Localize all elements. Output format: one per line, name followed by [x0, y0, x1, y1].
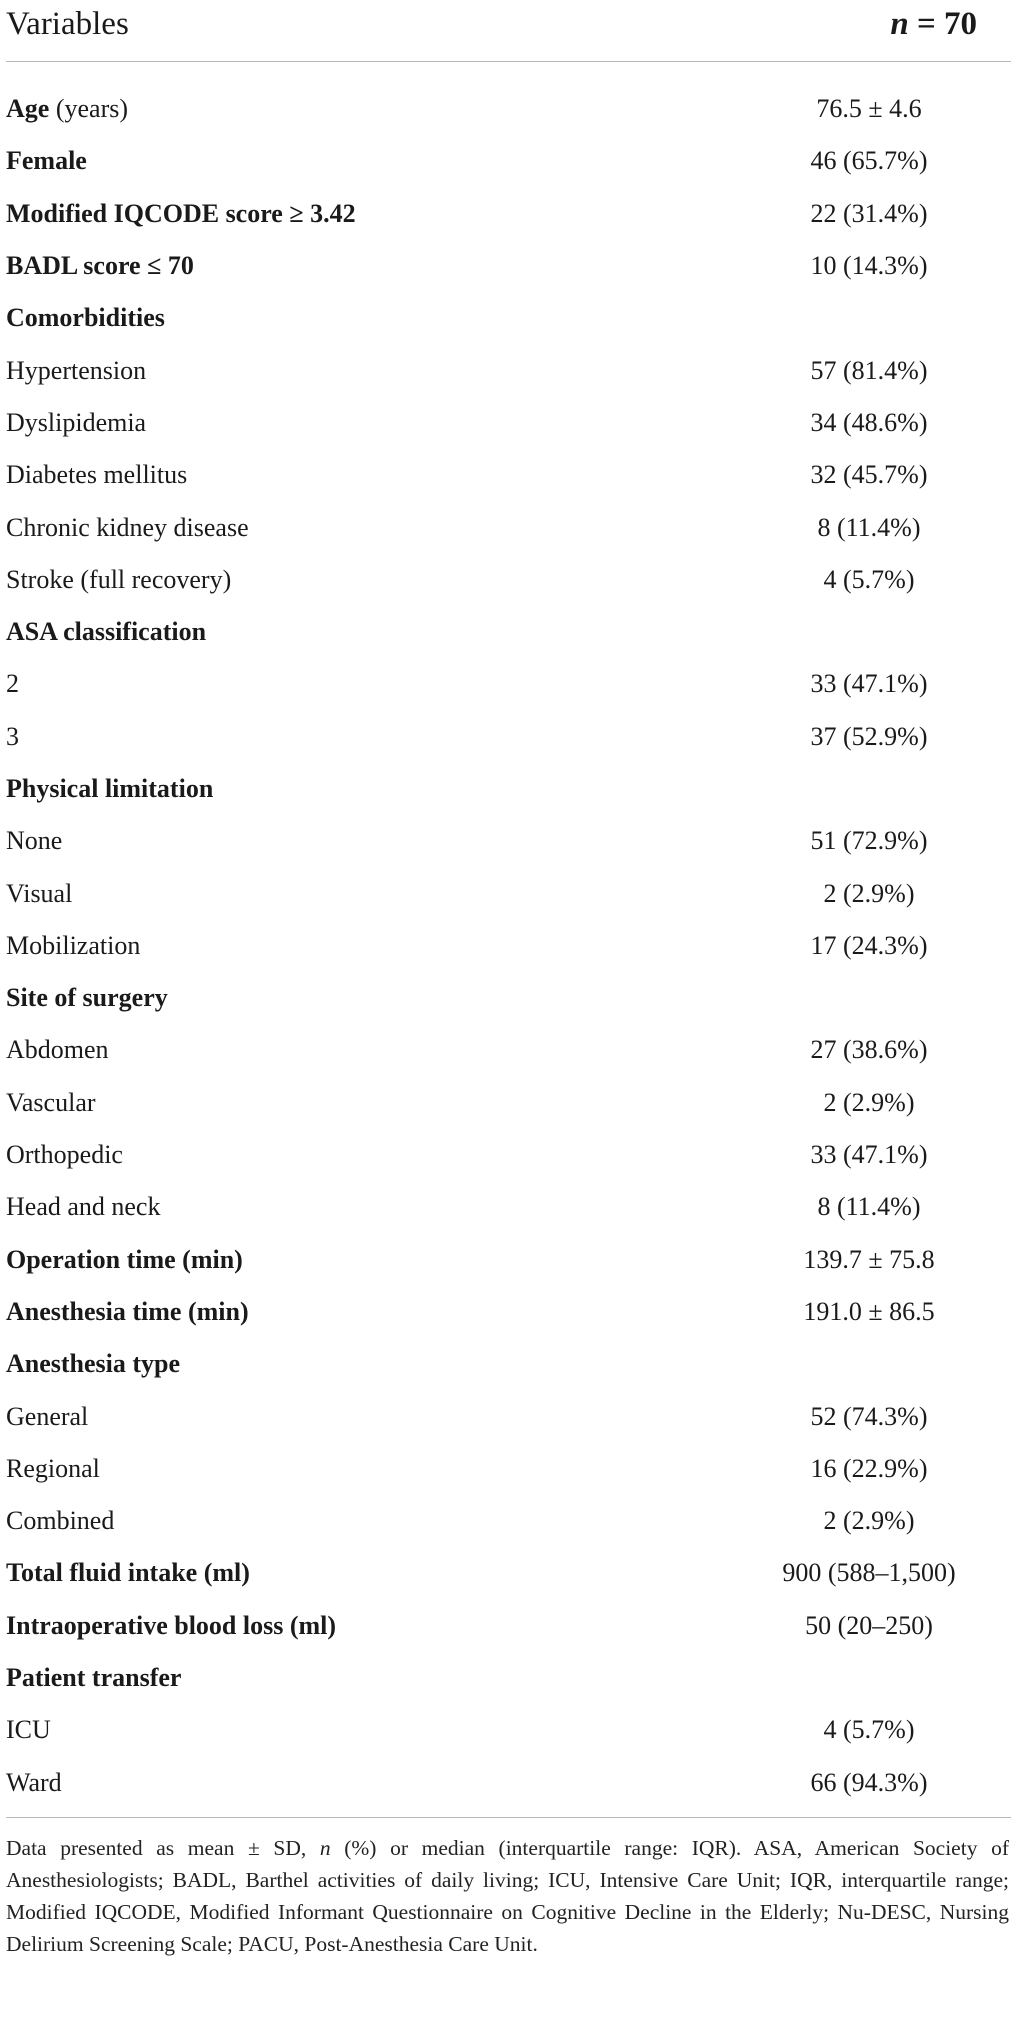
row-label-text: Comorbidities	[6, 303, 165, 333]
table-row	[6, 240, 1011, 292]
row-value: 8 (11.4%)	[817, 1192, 921, 1222]
row-label	[6, 1611, 336, 1641]
footnote-part1: Data presented as mean ± SD,	[6, 1835, 320, 1860]
table-row	[6, 188, 1011, 240]
row-label-text: ICU	[6, 1715, 51, 1745]
row-label	[6, 1297, 249, 1327]
row-label-text: Vascular	[6, 1087, 96, 1117]
row-value: 4 (5.7%)	[823, 564, 915, 594]
row-value: 22 (31.4%)	[810, 198, 928, 228]
row-label-text: Site of surgery	[6, 983, 168, 1013]
table-row	[6, 449, 1011, 501]
n-symbol: n	[890, 6, 909, 42]
row-label	[6, 1245, 243, 1275]
row-value: 52 (74.3%)	[810, 1401, 928, 1431]
row-label-text: Hypertension	[6, 355, 147, 385]
row-label-text: Dyslipidemia	[6, 407, 147, 437]
row-value: 191.0 ± 86.5	[803, 1296, 935, 1326]
row-value: 50 (20–250)	[805, 1610, 933, 1640]
row-label-text: Abdomen	[6, 1035, 109, 1065]
row-label	[6, 1558, 250, 1588]
table-row	[6, 1181, 1011, 1233]
row-value: 76.5 ± 4.6	[816, 94, 922, 124]
table-row	[6, 292, 1011, 344]
row-value: 4 (5.7%)	[823, 1715, 915, 1745]
row-label	[6, 565, 231, 595]
row-value: 46 (65.7%)	[810, 146, 928, 176]
row-label-text: Combined	[6, 1506, 115, 1536]
table-row	[6, 501, 1011, 553]
row-label-text: Orthopedic	[6, 1140, 123, 1170]
row-value: 33 (47.1%)	[810, 669, 928, 699]
row-label	[6, 460, 187, 490]
table-row	[6, 1757, 1011, 1809]
row-label	[6, 1506, 114, 1536]
row-label	[6, 303, 165, 333]
table-row	[6, 397, 1011, 449]
row-label-text: Physical limitation	[6, 774, 214, 803]
row-label	[6, 1035, 109, 1065]
table-row	[6, 554, 1011, 606]
footnote-part2: (%) or median (interquartile range: IQR). ASA, American Society of Anesthesiologists; BADL, Barthel activities of daily living; ICU, Intensive Care Unit; IQR, interquartile range; Modified IQCODE, Modified Informant Questionnaire on Cognitive Decline in the Elderly; Nu-DESC, Nursing Delirium Screening Scale; PACU, Post-Anesthesia Care Unit.	[6, 1835, 1009, 1956]
row-value: 57 (81.4%)	[810, 355, 928, 385]
table-row	[6, 1652, 1011, 1704]
row-label-text: Female	[6, 146, 87, 176]
row-label-text: Head and neck	[6, 1192, 161, 1222]
row-label	[6, 1454, 100, 1484]
row-value: 2 (2.9%)	[823, 878, 915, 908]
row-label	[6, 146, 87, 176]
row-label-unit: (years)	[49, 94, 129, 124]
row-value: 66 (94.3%)	[810, 1767, 928, 1797]
table-row	[6, 1129, 1011, 1181]
table-row	[6, 1600, 1011, 1652]
row-label-text: Anesthesia type	[6, 1349, 181, 1379]
row-label-text: Operation time (min)	[6, 1244, 243, 1274]
row-label	[6, 617, 206, 647]
row-label-text: Ward	[6, 1767, 62, 1797]
row-label	[6, 1192, 160, 1222]
table-row	[6, 1495, 1011, 1547]
row-label-text: Mobilization	[6, 930, 141, 960]
table-row	[6, 920, 1011, 972]
row-label-text: Age	[6, 94, 50, 124]
row-label-text: Anesthesia time (min)	[6, 1296, 249, 1326]
row-value: 2 (2.9%)	[823, 1087, 915, 1117]
row-label	[6, 1140, 123, 1170]
row-label-text: Visual	[6, 878, 73, 908]
row-value: 139.7 ± 75.8	[803, 1244, 935, 1274]
row-label-text: 2	[6, 669, 19, 699]
table-header	[6, 0, 1011, 62]
n-count: = 70	[908, 6, 977, 42]
row-value: 8 (11.4%)	[817, 512, 921, 542]
row-label	[6, 722, 19, 752]
table-row	[6, 606, 1011, 658]
row-label-text: Chronic kidney disease	[6, 512, 249, 542]
table-row	[6, 1024, 1011, 1076]
table-row	[6, 1443, 1011, 1495]
row-value: 2 (2.9%)	[823, 1506, 915, 1536]
row-label-text: Intraoperative blood loss (ml)	[6, 1610, 337, 1640]
row-value: 17 (24.3%)	[810, 930, 928, 960]
table-body	[6, 62, 1011, 1809]
table-row	[6, 763, 1011, 815]
row-label	[6, 1663, 181, 1693]
table-row	[6, 658, 1011, 710]
table-row	[6, 1338, 1011, 1390]
table-row	[6, 1547, 1011, 1599]
row-label	[6, 669, 19, 699]
row-value: 16 (22.9%)	[810, 1453, 928, 1483]
row-value: 34 (48.6%)	[810, 407, 928, 437]
row-label	[6, 1349, 180, 1379]
footnote-italic-n: n	[319, 1835, 331, 1860]
row-value: 51 (72.9%)	[810, 826, 928, 856]
row-label	[6, 774, 213, 804]
row-label	[6, 983, 168, 1013]
row-value: 32 (45.7%)	[810, 460, 928, 490]
table-row	[6, 1234, 1011, 1286]
row-value: 33 (47.1%)	[810, 1140, 928, 1170]
row-label	[6, 1088, 96, 1118]
row-label-text: None	[6, 826, 63, 856]
row-label-text: 3	[6, 721, 19, 751]
row-label	[6, 826, 62, 856]
row-value: 900 (588–1,500)	[782, 1558, 956, 1588]
row-value: 10 (14.3%)	[810, 251, 928, 281]
row-label	[6, 879, 72, 909]
table-row	[6, 711, 1011, 763]
table-row	[6, 1704, 1011, 1756]
table-row	[6, 815, 1011, 867]
row-label	[6, 94, 128, 124]
row-label-text: General	[6, 1401, 89, 1431]
table-row	[6, 1390, 1011, 1442]
table-footnote	[6, 1818, 1011, 1960]
row-label	[6, 513, 249, 543]
row-label-text: Modified IQCODE score ≥ 3.42	[6, 198, 356, 228]
row-label	[6, 1402, 88, 1432]
row-label	[6, 931, 140, 961]
row-label	[6, 356, 146, 386]
n-column-header	[890, 8, 977, 61]
row-label-text: BADL score ≤ 70	[6, 251, 194, 281]
table-row	[6, 83, 1011, 135]
row-label-text: Patient transfer	[6, 1663, 182, 1693]
row-label-text: Regional	[6, 1453, 100, 1483]
row-label	[6, 1768, 62, 1798]
table-row	[6, 867, 1011, 919]
variables-column-header: Variables	[6, 6, 129, 42]
row-label	[6, 199, 356, 229]
row-label	[6, 251, 194, 281]
row-value: 27 (38.6%)	[810, 1035, 928, 1065]
row-value: 37 (52.9%)	[810, 721, 928, 751]
row-label-text: Diabetes mellitus	[6, 460, 188, 490]
row-label	[6, 1715, 51, 1745]
row-label-text: ASA classification	[6, 617, 207, 647]
row-label-text: Stroke (full recovery)	[6, 564, 232, 594]
row-label	[6, 408, 146, 438]
table-row	[6, 135, 1011, 187]
row-label-text: Total fluid intake (ml)	[6, 1558, 250, 1588]
table-row	[6, 1286, 1011, 1338]
table-row	[6, 1077, 1011, 1129]
table-row	[6, 344, 1011, 396]
table-row	[6, 972, 1011, 1024]
